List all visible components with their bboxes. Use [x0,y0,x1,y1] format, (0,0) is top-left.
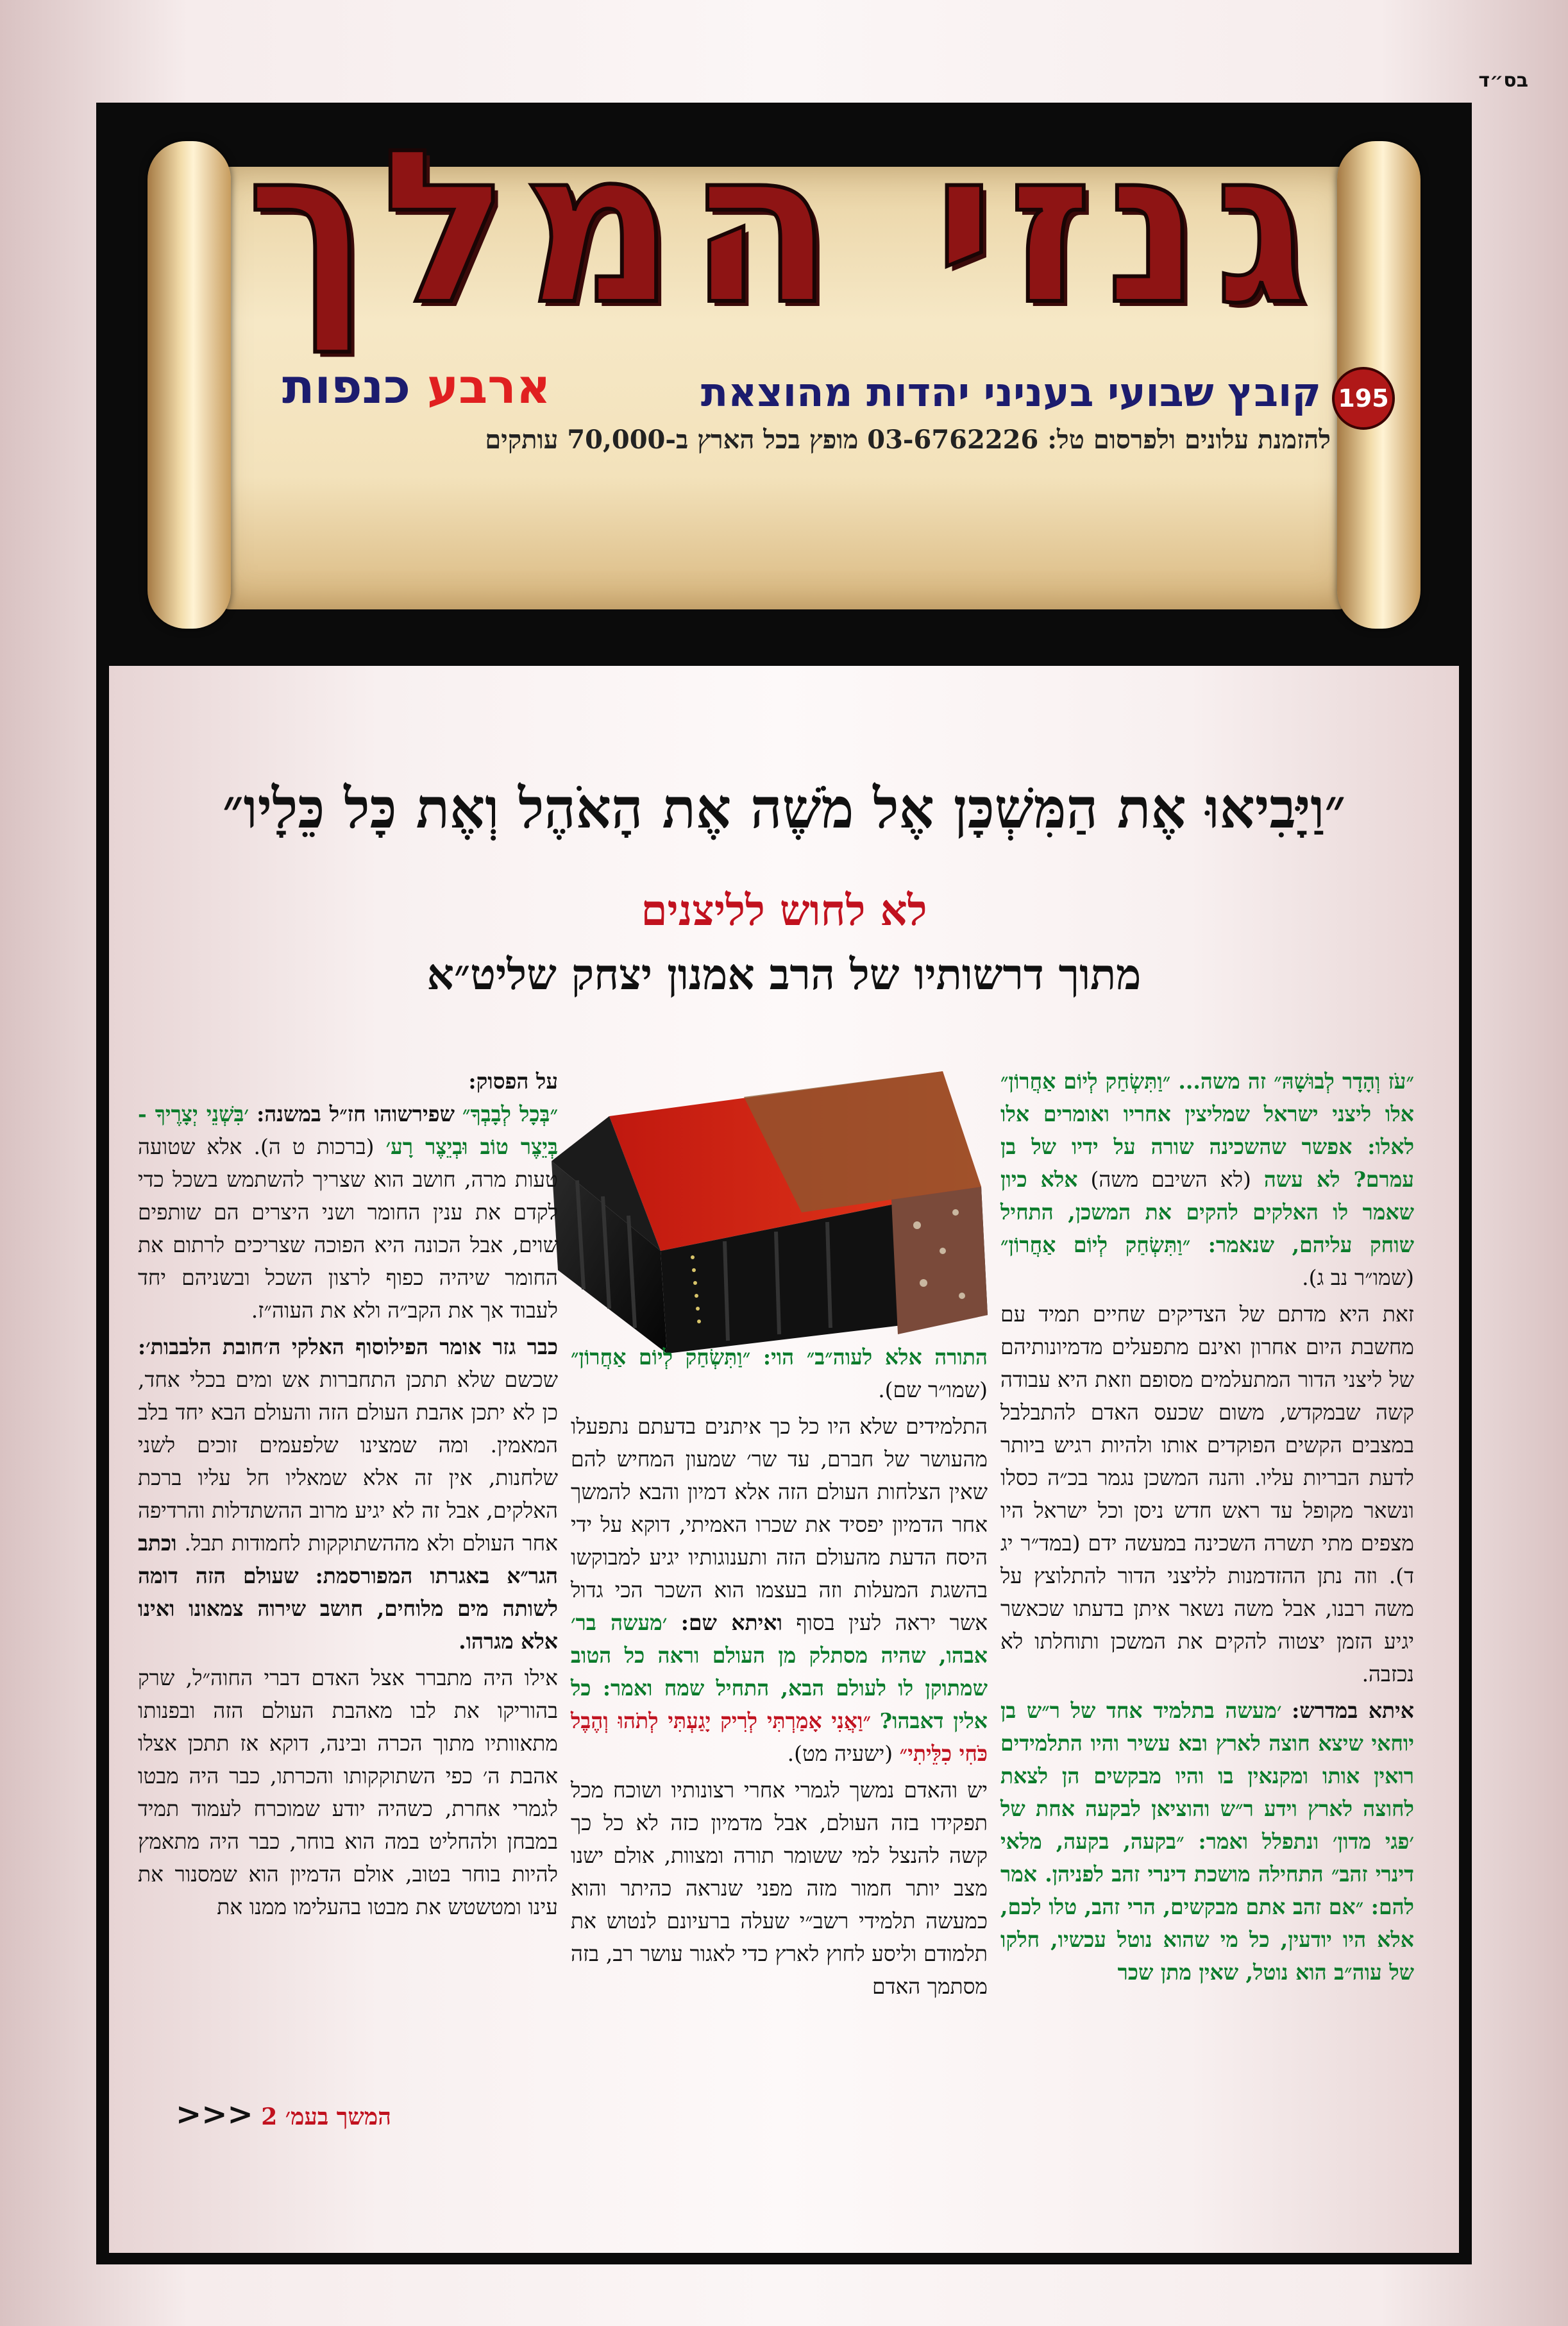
issue-badge: 195 [1332,367,1395,430]
paragraph: (ברכות ט ה). אלא שטועה טעות מרה, חושב הוא שצריך להשתמש בשכל כדי לקדם את ענין החומר ושני היצרים הם שותפים שוים, אבל הכונה היא הפוכה שצריכים לרתום את החומר שיהיה כפוף לרצון השכל ובשניהם יחד לעבוד אך את הקב״ה ולא את העוה״ז. [138,1134,558,1323]
verse-quote: ״וַאֲנִי אָמַרְתִּי לְרִיק יָגַעְתִּי לְתֹהוּ וְהֶבֶל כֹּחִי כִלֵּיתִי״ [571,1708,988,1766]
paragraph: התלמידים שלא היו כל כך איתנים בדעתם נתפעלו מהעושר של חברם, עד שר׳ שמעון המחיש להם שאין הצלחות העולם הזה אלא דמיון והבא להמשך אחר הדמיון יפסיד את שכרו האמיתי, דוקא על ידי היסח הדעת מהעולם הזה ותענוגותיו יגיע למבוקשו בהשגת המעלות וזה בעצמו הוא השכר הכי גדול אשר יראה לעין בסוף [571,1414,988,1635]
article-column-2 [571,1341,988,2007]
lead-in: וכתב הגר״א באגרתו המפורסמת: [138,1531,559,1588]
lead-in: איתא במדרש: [1292,1698,1414,1723]
verse-title: ״וַיָּבִיאוּ אֶת הַמִּשְׁכָּן אֶל מֹשֶׁה אֶת הָאֹהֶל וְאֶת כָּל כֵּלָיו״ [222,776,1346,841]
citation: (שמו״ר נב ג). [1302,1265,1414,1290]
publisher-logo-word1: ארבע [426,359,551,414]
bsd-label: בס״ד [1478,69,1528,92]
paragraph: שכשם שלא תתכן התחברות אש ומים בכלי אחד, כן לא יתכן אהבת העולם הזה והעולם הבא יחד בלב המאמין. ומה שמצינו שלפעמים זוכים לשני שלחנות, אין זה אלא שמאליו חל עליו ברכת האלקים, אבל זה לא יגיע מרוב ההשתדלות והרדיפה אחר העולם ולא מההשתוקקות לחמודות תבל. [138,1367,558,1556]
paragraph: זאת היא מדתם של הצדיקים שחיים תמיד עם מחשבת היום אחרון ואינם מתפעלים מדמיונותיהם של ליצני הדור המתעלמים מסופם וזאת היא עבודה קשה שבמקדש, משום שכעס האדם להתבלבל במצבים הקשים הפוקדים אותו ולהיות רגיש ביותר לדעת הבריות עליו. והנה המשכן נגמר בכ״ה כסלו ונשאר מקופל עד ראש חדש ניסן וכל ישראל היו מצפים מתי תשרה השכינה במעשה ידם (במד״ר יג ד). וזה נתן ההזדמנות לליצני הדור להתלוצץ על משה רבנו, אבל משה נשאר איתן בדעתו שכאשר יגיע הזמן יצטוה להקים את המשכן ותוחלתו לא נכזבה. [1000,1302,1414,1686]
text-bold: שפירשוהו חז״ל במשנה: [257,1101,455,1126]
continued-arrow-icon: <<< [176,2096,253,2132]
publisher-logo-word2: כנפות [282,359,411,414]
verse-quote: ״בְּכָל לְבָבְךָ״ [462,1101,558,1126]
article-column-1 [1000,1065,1414,1992]
lead-in: על הפסוק: [468,1069,558,1094]
lead-in: ואיתא שם: [680,1610,782,1635]
contact-line: להזמנת עלונים ולפרסום טל: 03-6762226 מופץ בכל הארץ ב-70,000 עותקים [485,425,1331,455]
lead-in: כבר גזר אומר הפילוסוף האלקי ה׳חובת הלבבות׳: [138,1334,558,1359]
publisher-logo [282,359,551,414]
article-headline: לא לחוש לליצנים [641,885,927,935]
article-column-3 [138,1065,558,1927]
citation: (לא השיבם משה) [1090,1167,1251,1192]
masthead-title: גנזי המלך [246,105,1322,351]
masthead-subtitle: קובץ שבועי בעניני יהדות מהוצאת [700,369,1321,416]
midrash-quote: התורה אלא לעוה״ב״ הוי: ״וַתִּשְׂחַק לְיוֹם אַחֲרוֹן״ [571,1345,988,1370]
continued-link[interactable] [160,2096,391,2132]
article-byline: מתוך דרשותיו של הרב אמנון יצחק שליט״א [426,949,1142,999]
book-image [532,1058,1020,1360]
paragraph: יש והאדם נמשך לגמרי אחרי רצונותיו ושוכח מכל תפקידו בזה העולם, אבל מדמיון כזה לא כל כך קשה להנצל למי ששומר תורה ומצוות, אולם ישנו מצב יותר חמור מזה מפני שנראה כהיתר והוא כמעשה תלמידי רשב״י שעלה ברעיונם לנטוש את תלמודם וליסע לחוץ לארץ כדי לאגור עושר רב, בזה מסתמך האדם [571,1778,988,1999]
citation: (שמו״ר שם). [878,1377,988,1402]
midrash-story: ׳מעשה בתלמיד אחד של ר״ש בן יוחאי שיצא חוצה לארץ ובא עשיר והיו התלמידים רואין אותו ומקנאין בו והיו מבקשים הן לצאת לחוצה לארץ וידע ר״ש והוציאן לבקעה אחת של ׳פגי מדון׳ ונתפלל ואמר: ״בקעה, בקעה, מלאי דינרי זהב״ התחילה מושכת דינרי זהב לפניהן. אמר להם: ״אם זהב אתם מבקשים, הרי זהב, טלו לכם, אלא היו יודעין, כל מי שהוא נוטל עכשיו, חלקו של עוה״ב הוא נוטל, שאין מתן שכר [1000,1698,1414,1985]
text-bold: שעולם הזה דומה לשותה מים מלוחים, חושב שירוה צמאונו ואינו אלא מגרהו. [138,1563,558,1654]
midrash-quote-cont: אלא כיון שאמר לו האלקים להקים את המשכן, התחיל שוחק עליהם, שנאמר: ״וַתִּשְׂחַק לְיוֹם אַחֲרוֹן״ [1000,1167,1414,1257]
mishna-quote: ׳בִּשְׁנֵי יְצָרֶיךָ - בְּיֵצֶר טוֹב וּבְיֵצֶר רָע׳ [138,1101,558,1159]
midrash-quote: ״עֹז וְהָדָר לְבוּשָׁהּ״ זה משה... ״וַתִּשְׂחַק לְיוֹם אַחֲרוֹן״ אלו ליצני ישראל שמליצין אחריו ואומרים אלו לאלו: אפשר שהשכינה שורה על ידיו של בן עמרם? לא עשה [1000,1069,1414,1192]
continued-label: המשך בעמ׳ 2 [261,2103,391,2130]
midrash-story: ׳מעשה בר׳ אבהו, שהיה מסתלק מן העולם וראה כל הטוב שמתוקן לו לעולם הבא, התחיל שמח ואמר: כל אלין דאבהו? [571,1610,988,1733]
citation: (ישעיה מט). [787,1741,893,1766]
paragraph: אילו היה מתברר אצל האדם דברי החוה״ל, שרק בהוריקו את לבו מאהבת העולם הזה ובפנותו מתאוותיו מתוך הכרה ובינה, דוקא אז תתכן אצלו אהבת ה׳ כפי השתוקקותו והכרתו, כבר היה מבטו לגמרי אחרת, כשהיה יודע שמוכרח לעמוד תמיד במבחן ולהחליט במה הוא בוחר, כבר היה מתאמץ להיות בוחר בטוב, אולם הדמיון הוא שמסנור את עינו ומטשטש את מבטו בהעלימו ממנו את [138,1665,558,1919]
